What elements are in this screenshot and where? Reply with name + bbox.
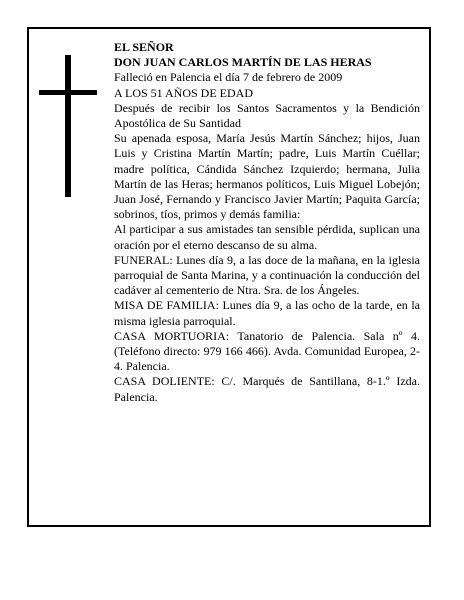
request-paragraph: Al participar a sus amistades tan sensible pérdida, suplican una oración por el eterno descanso de su alma. [114,222,420,252]
notice-title: EL SEÑOR [114,40,174,54]
deceased-name: DON JUAN CARLOS MARTÍN DE LAS HERAS [114,55,372,70]
cross-vertical-bar [65,55,71,197]
age-line: A LOS 51 AÑOS DE EDAD [114,85,254,100]
mourning-house-paragraph: CASA DOLIENTE: C/. Marqués de Santillana, 8-1.º Izda. Palencia. [114,374,420,404]
obituary-text [114,40,420,405]
death-date-line: Falleció en Palencia el día 7 de febrero de 2009 [114,70,343,85]
funeral-paragraph: FUNERAL: Lunes día 9, a las doce de la mañana, en la iglesia parroquial de Santa Marina, y a continuación la conducción del cadáver al cementerio de Ntra. Sra. de los Ángeles. [114,252,420,298]
family-paragraph: Su apenada esposa, María Jesús Martín Sánchez; hijos, Juan Luis y Cristina Martín Martín; padre, Luis Martín Cuéllar; madre política, Cándida Sánchez Izquierdo; hermana, Julia Martín de las Heras; hermanos políticos, Luis Miguel Lobejón; Juan José, Fernando y Francisco Javier Martín; Paquita García; sobrinos, tíos, primos y demás familia: [114,131,420,222]
sacraments-paragraph: Después de recibir los Santos Sacramentos y la Bendición Apostólica de Su Santidad [114,100,420,131]
funeral-home-paragraph: CASA MORTUORIA: Tanatorio de Palencia. Sala nº 4. (Teléfono directo: 979 166 466). Avda. Comunidad Europea, 2-4. Palencia. [114,328,420,374]
cross-icon [39,55,97,197]
cross-horizontal-bar [39,90,97,95]
family-mass-paragraph: MISA DE FAMILIA: Lunes día 9, a las ocho de la tarde, en la misma iglesia parroquial. [114,298,420,328]
